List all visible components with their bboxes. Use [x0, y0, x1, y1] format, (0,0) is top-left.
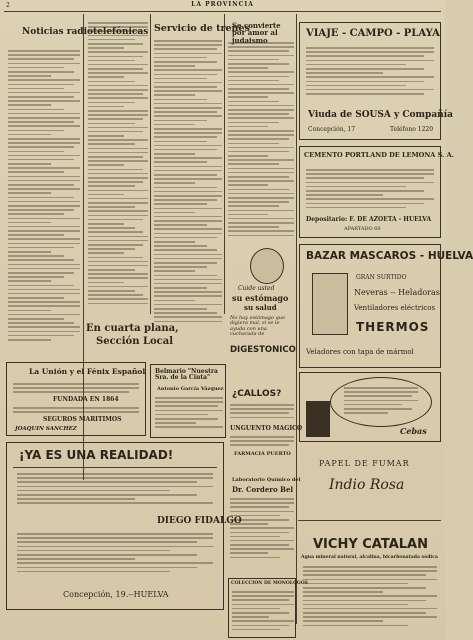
- ad-text: [306, 47, 434, 101]
- callos-farmacia: FARMACIA PUERTO: [234, 451, 291, 457]
- cigarette-pack: [306, 401, 330, 437]
- bazar-foot: Veladores con tapa de mármol: [306, 348, 414, 356]
- ad-papel: [299, 448, 441, 518]
- viaje-address: Concepción, 17: [308, 126, 356, 133]
- ad-text: [17, 473, 213, 513]
- ad-cemento: [299, 146, 454, 238]
- ad-text: [13, 383, 139, 395]
- ad-callos: [228, 388, 303, 476]
- cuarta-line1: En cuarta plana,: [86, 323, 179, 334]
- ad-text: [17, 533, 213, 583]
- coleccion-title: COLECCION DE MONOLOGOS: [231, 581, 308, 586]
- ad-belmario: [150, 364, 226, 438]
- vichy-sub: Agua mineral natural, alcalina, bicarbonatada sódica: [301, 555, 438, 560]
- belmar-title: Belmario "Nuestra Sra. de la Cinta": [155, 368, 218, 382]
- papel-brand: Indio Rosa: [329, 477, 405, 493]
- bazar-title: BAZAR MASCAROS - HUELVA: [306, 250, 473, 262]
- viaje-title: VIAJE - CAMPO - PLAYA: [306, 28, 440, 39]
- col3-title: Servicio de trenes: [154, 23, 250, 34]
- cemento-agent: Depositario: F. DE AZOETA - HUELVA: [306, 216, 432, 223]
- vichy-title: VICHY CATALAN: [313, 537, 428, 552]
- col4-title: Se convierte por amor al judaismo: [232, 21, 281, 45]
- ad-text: [232, 591, 294, 635]
- ad-coleccion: [228, 578, 308, 638]
- cemento-title: CEMENTO PORTLAND DE LEMONA S. A.: [304, 151, 454, 159]
- article-text: [228, 42, 294, 252]
- article-text: [88, 22, 148, 322]
- realidad-title: ¡YA ES UNA REALIDAD!: [19, 448, 174, 462]
- viaje-brand: Viuda de SOUSA y Compañía: [308, 110, 453, 120]
- callos-title: ¿CALLOS?: [232, 389, 282, 399]
- ad-text: [155, 397, 223, 433]
- ad-text: [230, 404, 294, 422]
- masthead: LA PROVINCIA: [191, 1, 254, 8]
- bazar-line2: Ventiladores eléctricos: [354, 304, 436, 312]
- dig-brand: DIGESTONICO: [230, 345, 296, 355]
- ad-realidad: [6, 442, 242, 610]
- column-rule: [296, 14, 297, 624]
- union-founded: FUNDADA EN 1864: [53, 396, 119, 403]
- ad-viaje: [299, 22, 453, 140]
- article-text: [8, 50, 80, 360]
- realidad-address: Concepción, 19.--HUELVA: [63, 590, 169, 599]
- ad-bazar: [299, 244, 473, 368]
- ad-union: [6, 362, 146, 436]
- ad-digestonico: [228, 248, 296, 366]
- belmar-director: Antonio García Vázquez: [157, 386, 224, 392]
- dig-top3: su salud: [244, 303, 277, 312]
- page-number: 2: [6, 2, 10, 9]
- ad-cigarrillos: [299, 372, 441, 442]
- union-seg: SEGUROS MARITIMOS: [43, 416, 122, 423]
- ad-text: [344, 387, 418, 419]
- dig-top2: su estómago: [232, 293, 289, 303]
- union-agent: JOAQUIN SANCHEZ: [15, 426, 77, 432]
- dig-top1: Cuide usted: [238, 285, 275, 292]
- man-portrait: [250, 248, 284, 284]
- papel-title: PAPEL DE FUMAR: [319, 459, 410, 468]
- dig-mid: No hay estómago que digiera mal, si se le ayuda con una cucharada de: [230, 315, 286, 337]
- cordero-name: Dr. Cordero Bel: [232, 485, 294, 494]
- column-rule: [224, 14, 225, 314]
- ad-text: [306, 169, 434, 211]
- page-header: [0, 0, 445, 10]
- column-rule: [150, 14, 151, 314]
- divider: [298, 520, 441, 521]
- bazar-sub: GRAN SURTIDO: [356, 274, 407, 281]
- ad-text: [230, 498, 294, 568]
- ad-text: [303, 566, 437, 630]
- icebox-image: [312, 273, 348, 335]
- divider: [13, 467, 217, 468]
- ad-text: [230, 436, 294, 450]
- ad-vichy: [299, 524, 441, 634]
- cuarta-line2: Sección Local: [96, 336, 174, 347]
- train-schedule: [154, 40, 222, 340]
- callos-brand: UNGUENTO MAGICO: [230, 425, 303, 432]
- cigarrillos-brand: Cebas: [400, 426, 427, 436]
- cemento-apartado: APARTADO 60: [344, 226, 381, 232]
- cordero-lab: Laboratorio Químico del: [232, 477, 301, 483]
- bazar-line1: Neveras -- Heladoras: [354, 288, 440, 297]
- realidad-brand: DIEGO FIDALGO: [157, 516, 242, 526]
- union-title: La Unión y el Fénix Español: [29, 367, 146, 376]
- bazar-brand: THERMOS: [356, 320, 430, 334]
- viaje-phone: Teléfono 1220: [390, 126, 434, 133]
- header-rule: [4, 11, 441, 12]
- col1-title: Noticias radiotelefónicas: [22, 27, 149, 37]
